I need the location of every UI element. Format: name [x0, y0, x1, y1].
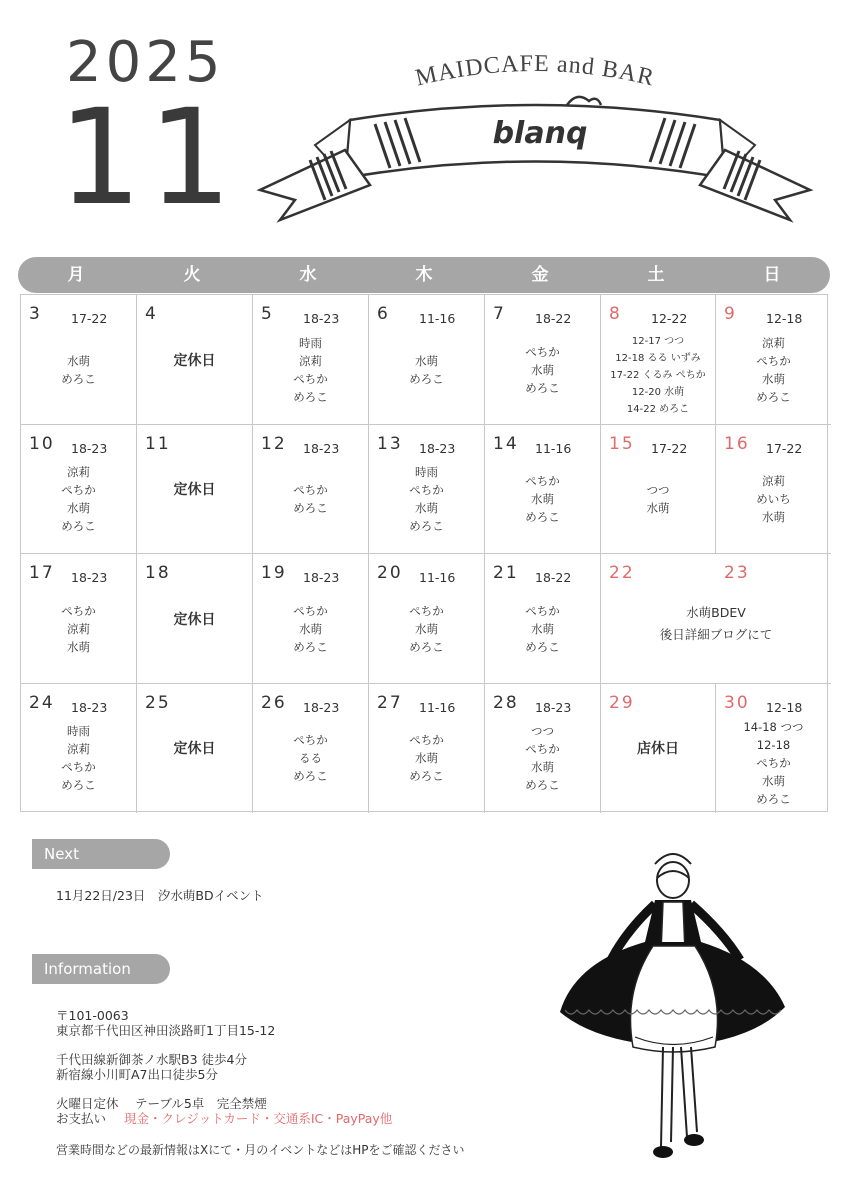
staff-list	[369, 731, 484, 785]
closed-label: 定休日	[173, 611, 216, 628]
staff-name: ぺちか	[756, 353, 791, 368]
staff-name: 12-18	[756, 737, 791, 752]
day-number: 7	[493, 304, 506, 324]
staff-name: 水萌	[415, 751, 438, 766]
staff-name: ぺちか	[756, 755, 791, 770]
staff-name: 12-20 水萌	[631, 387, 685, 398]
business-hours: 18-23	[71, 440, 108, 456]
day-number: 6	[377, 304, 390, 324]
calendar-cell	[485, 684, 601, 814]
business-hours: 18-23	[303, 570, 340, 585]
staff-name: 時雨	[299, 335, 322, 350]
staff-name: めろこ	[409, 519, 444, 534]
staff-list	[369, 463, 484, 535]
weekday-mon: 月	[67, 265, 85, 285]
business-hours: 18-23	[303, 311, 340, 326]
staff-name: ぺちか	[61, 603, 96, 618]
calendar-cell	[485, 425, 601, 555]
day-number: 9	[724, 304, 737, 324]
staff-name: 水萌	[531, 760, 554, 775]
calendar-cell	[485, 554, 601, 684]
staff-name: 14-22 めろこ	[626, 404, 690, 415]
business-hours: 11-16	[419, 311, 456, 326]
notice: 営業時間などの最新情報はXにて・月のイベントなどはHPをご確認ください	[56, 1143, 465, 1157]
weekday-wed: 水	[299, 265, 317, 285]
day-number: 14	[493, 433, 519, 454]
staff-name: めろこ	[61, 778, 96, 793]
business-hours: 18-23	[71, 699, 108, 715]
staff-name: めろこ	[525, 380, 560, 395]
staff-list	[485, 722, 600, 794]
business-hours: 12-18	[766, 311, 803, 326]
business-hours: 18-23	[535, 699, 572, 715]
staff-name: ぺちか	[525, 474, 560, 489]
business-hours: 18-23	[303, 440, 340, 456]
staff-name: ぺちか	[293, 371, 328, 386]
business-hours: 11-16	[419, 699, 456, 715]
staff-name: 涼莉	[762, 335, 785, 350]
staff-list	[601, 481, 715, 517]
day-number: 23	[724, 563, 750, 583]
staff-name: めろこ	[61, 371, 96, 386]
calendar-cell	[253, 425, 369, 555]
staff-name: 水萌	[646, 501, 670, 516]
staff-name: 水萌	[762, 510, 785, 525]
calendar-cell	[716, 425, 831, 555]
staff-name: ぺちか	[409, 483, 444, 498]
staff-list	[485, 472, 600, 526]
business-hours: 17-22	[71, 311, 108, 326]
info-label: Information	[32, 954, 170, 984]
payment-row	[56, 1109, 392, 1127]
weekday-thu: 木	[415, 265, 433, 285]
calendar-cell	[21, 684, 137, 814]
staff-name: めいち	[756, 492, 791, 507]
day-number: 4	[145, 304, 158, 324]
staff-list	[485, 602, 600, 656]
closed-label: 定休日	[173, 482, 216, 499]
staff-name: めろこ	[293, 389, 328, 404]
business-hours: 17-22	[651, 440, 688, 456]
day-number: 29	[609, 692, 635, 713]
business-hours: 18-23	[419, 440, 456, 456]
day-number: 5	[261, 304, 274, 324]
staff-name: 涼莉	[67, 465, 90, 480]
day-number: 19	[261, 563, 287, 583]
staff-list	[21, 722, 136, 794]
day-number: 13	[377, 433, 403, 454]
day-number: 3	[29, 304, 42, 324]
day-number: 24	[29, 692, 55, 713]
staff-name: るる	[299, 751, 322, 766]
staff-name: 涼莉	[762, 474, 785, 489]
staff-name: ぺちか	[525, 603, 560, 618]
calendar-cell	[253, 554, 369, 684]
calendar-cell	[253, 295, 369, 425]
staff-name: めろこ	[409, 371, 444, 386]
staff-name: ぺちか	[409, 733, 444, 748]
business-hours: 12-18	[766, 699, 803, 715]
weekday-header	[18, 257, 830, 293]
next-text: 11月22日/23日 汐水萌BDイベント	[56, 888, 264, 903]
day-number: 11	[145, 433, 171, 454]
calendar-cell	[601, 425, 716, 555]
payment-methods: 現金・クレジットカード・交通系IC・PayPay他	[124, 1111, 393, 1126]
calendar-cell	[369, 425, 485, 555]
staff-name: 水萌	[67, 501, 90, 516]
brand-name: blanq	[492, 116, 588, 151]
staff-name: めろこ	[525, 778, 560, 793]
staff-list	[21, 463, 136, 535]
calendar-cell	[137, 554, 253, 684]
calendar-cell	[716, 684, 831, 814]
business-hours: 18-23	[303, 699, 340, 715]
svg-text:MAIDCAFE and BAR	[413, 51, 657, 92]
staff-name: ぺちか	[525, 742, 560, 757]
staff-name: 水萌	[762, 773, 785, 788]
staff-name: 水萌	[415, 621, 438, 636]
staff-list	[716, 718, 831, 808]
staff-name: ぺちか	[61, 760, 96, 775]
staff-name: めろこ	[409, 769, 444, 784]
staff-name: めろこ	[525, 510, 560, 525]
day-number: 25	[145, 692, 171, 713]
calendar-cell-weekend-merged	[601, 554, 831, 684]
staff-name: ぺちか	[293, 483, 328, 498]
staff-name: ぺちか	[525, 344, 560, 359]
staff-name: 涼莉	[299, 353, 322, 368]
staff-name: 時雨	[415, 465, 438, 480]
weekday-tue: 火	[183, 265, 201, 285]
day-number: 12	[261, 433, 287, 454]
staff-list	[21, 352, 136, 388]
month: 11	[58, 81, 238, 235]
calendar-cell	[369, 295, 485, 425]
business-hours: 17-22	[766, 440, 803, 456]
closed-label: 定休日	[173, 352, 216, 369]
calendar-grid	[20, 294, 828, 812]
logo-top-text: MAIDCAFE and BAR	[413, 50, 658, 92]
staff-name: 時雨	[67, 724, 90, 739]
staff-name: めろこ	[409, 639, 444, 654]
calendar-cell	[253, 684, 369, 814]
blanq-logo	[255, 50, 815, 230]
staff-name: つつ	[531, 724, 554, 739]
staff-name: 12-18 るる いずみ	[615, 353, 701, 364]
business-hours: 11-16	[419, 570, 456, 585]
staff-list	[716, 472, 831, 526]
staff-name: つつ	[646, 483, 670, 498]
day-number: 8	[609, 304, 622, 324]
day-number: 18	[145, 563, 171, 583]
address: 東京都千代田区神田淡路町1丁目15-12	[56, 1023, 276, 1038]
day-number: 17	[29, 563, 55, 583]
staff-list	[601, 333, 715, 418]
event-line: 後日詳細ブログにて	[659, 627, 773, 642]
staff-name: 水萌	[67, 639, 90, 654]
calendar-cell	[716, 295, 831, 425]
calendar-cell	[21, 295, 137, 425]
staff-name: ぺちか	[409, 603, 444, 618]
staff-name: ぺちか	[293, 733, 328, 748]
staff-name: ぺちか	[61, 483, 96, 498]
day-number: 21	[493, 563, 519, 583]
staff-name: 12-17 つつ	[631, 336, 685, 347]
staff-name: 17-22 くるみ ぺちか	[610, 370, 706, 381]
day-number: 22	[609, 563, 635, 583]
staff-list	[253, 334, 368, 406]
calendar-cell	[369, 684, 485, 814]
closed-label: 店休日	[637, 741, 679, 758]
next-label: Next	[32, 839, 170, 869]
postal-code: 〒101-0063	[56, 1008, 129, 1023]
staff-name: 水萌	[762, 371, 785, 386]
staff-name: めろこ	[61, 519, 96, 534]
staff-name: めろこ	[525, 639, 560, 654]
staff-name: めろこ	[756, 791, 791, 806]
staff-list	[369, 352, 484, 388]
event-line: 水萌BDEV	[686, 605, 746, 620]
day-number: 27	[377, 692, 403, 713]
payment-label: お支払い	[56, 1111, 107, 1126]
calendar-cell	[601, 684, 716, 814]
event-note	[601, 602, 831, 646]
maid-illustration	[555, 842, 790, 1172]
calendar-cell	[369, 554, 485, 684]
calendar-cell	[601, 295, 716, 425]
weekday-fri: 金	[531, 265, 549, 285]
day-number: 28	[493, 692, 519, 713]
business-hours: 18-22	[535, 570, 572, 585]
access-line-1: 千代田線新御茶ノ水駅B3 徒歩4分	[56, 1052, 247, 1067]
calendar-cell	[137, 425, 253, 555]
staff-name: 水萌	[67, 353, 90, 368]
staff-list	[716, 334, 831, 406]
staff-name: 涼莉	[67, 621, 90, 636]
staff-name: 水萌	[531, 492, 554, 507]
calendar-cell	[137, 295, 253, 425]
day-number: 30	[724, 692, 750, 713]
staff-name: 水萌	[531, 362, 554, 377]
staff-name: 14-18 つつ	[743, 719, 804, 734]
staff-list	[253, 481, 368, 517]
staff-name: 水萌	[415, 353, 438, 368]
day-number: 15	[609, 433, 635, 454]
staff-list	[253, 602, 368, 656]
day-number: 26	[261, 692, 287, 713]
calendar-cell	[137, 684, 253, 814]
weekday-sat: 土	[647, 265, 665, 285]
staff-list	[485, 343, 600, 397]
business-hours: 11-16	[535, 440, 572, 456]
business-hours: 12-22	[651, 311, 688, 326]
day-number: 10	[29, 433, 55, 454]
day-number: 20	[377, 563, 403, 583]
weekday-sun: 日	[763, 265, 781, 285]
staff-name: 水萌	[299, 621, 322, 636]
day-number: 16	[724, 433, 750, 454]
access-line-2: 新宿線小川町A7出口徒歩5分	[56, 1067, 218, 1082]
calendar-cell	[21, 554, 137, 684]
rules: 火曜日定休 テーブル5卓 完全禁煙	[56, 1096, 267, 1111]
staff-list	[253, 731, 368, 785]
staff-list	[21, 602, 136, 656]
year: 2025	[66, 30, 225, 95]
calendar-cell	[21, 425, 137, 555]
staff-name: 涼莉	[67, 742, 90, 757]
calendar-cell	[485, 295, 601, 425]
staff-name: めろこ	[756, 389, 791, 404]
closed-label: 定休日	[173, 741, 216, 758]
staff-name: ぺちか	[293, 603, 328, 618]
staff-list	[369, 602, 484, 656]
staff-name: めろこ	[293, 501, 328, 516]
staff-name: 水萌	[415, 501, 438, 516]
staff-name: めろこ	[293, 639, 328, 654]
staff-name: めろこ	[293, 769, 328, 784]
business-hours: 18-22	[535, 311, 572, 326]
staff-name: 水萌	[531, 621, 554, 636]
business-hours: 18-23	[71, 570, 108, 585]
